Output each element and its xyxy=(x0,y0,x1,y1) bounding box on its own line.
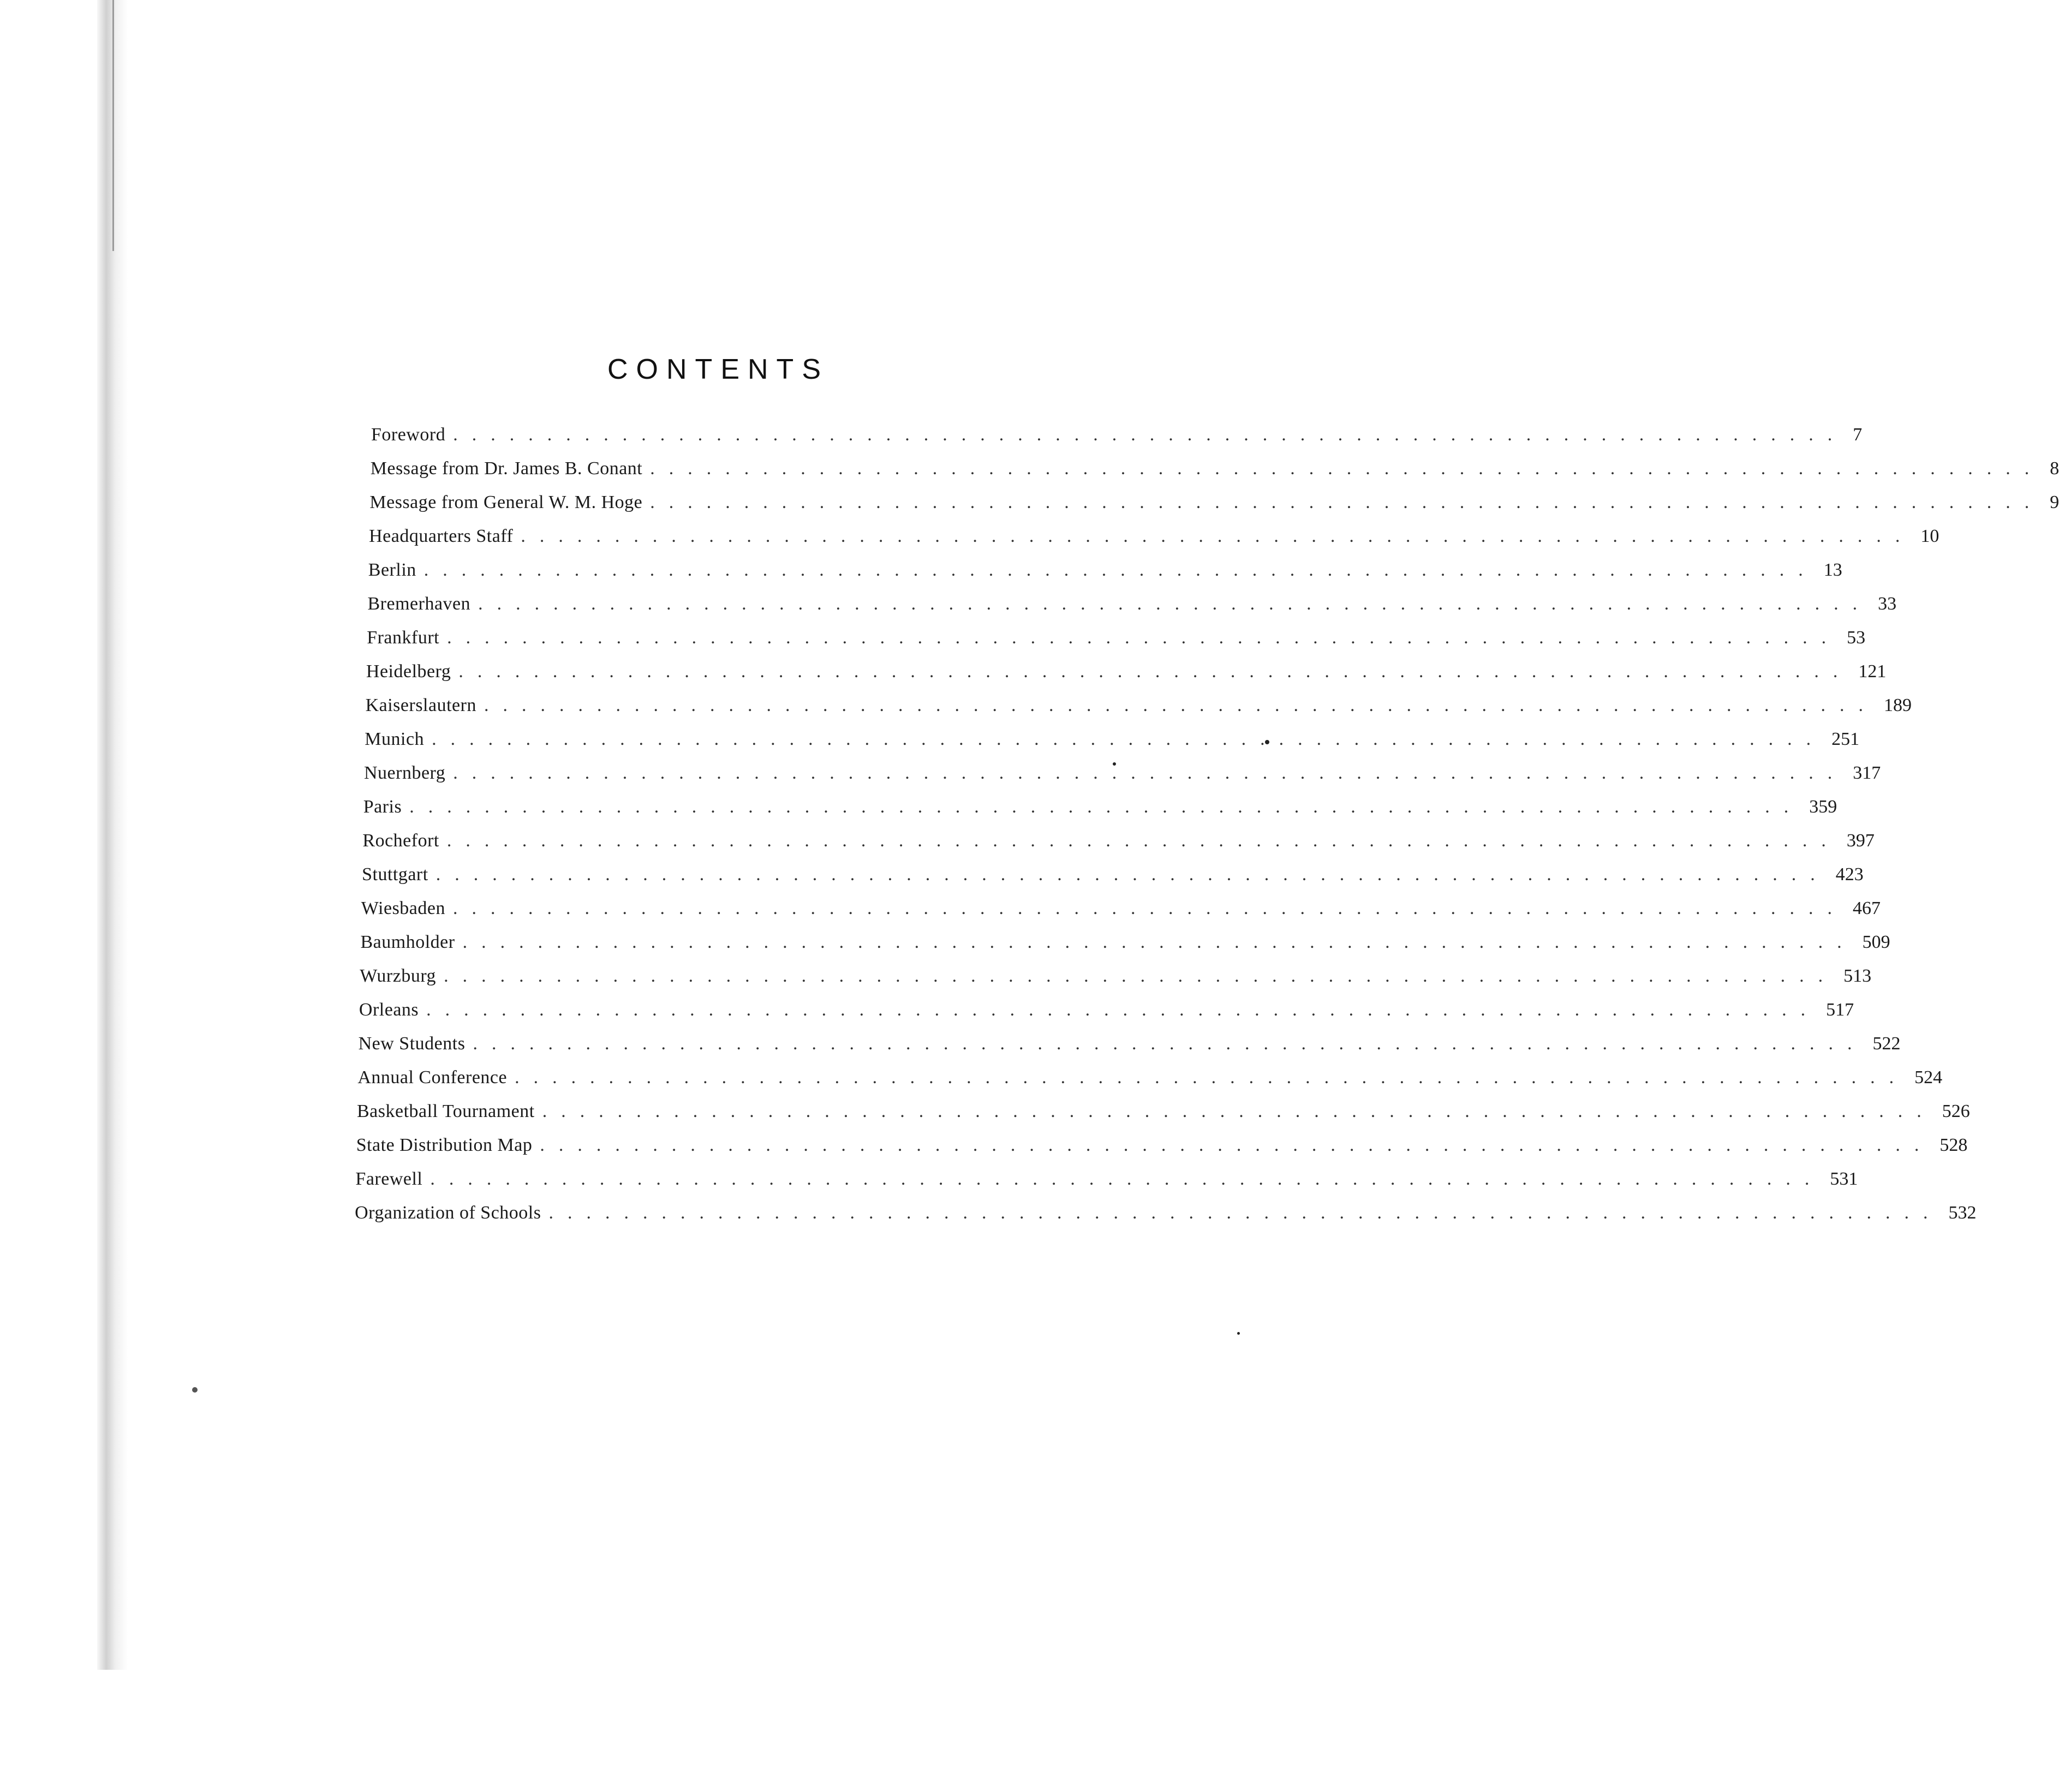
dot-leader: .......................................................................... xyxy=(435,864,1829,885)
contents-entry xyxy=(362,858,1864,892)
contents-entry xyxy=(359,993,1854,1027)
dot-leader: .......................................................................... xyxy=(430,1169,1824,1189)
dot-leader: .......................................................................... xyxy=(650,458,2044,479)
contents-entry-label: Bremerhaven xyxy=(367,594,471,614)
contents-entry-page-number: 524 xyxy=(1914,1067,1943,1088)
contents-entry-page-number: 531 xyxy=(1830,1169,1858,1189)
contents-entry-page-number: 10 xyxy=(1920,526,1939,546)
contents-entry-page-number: 317 xyxy=(1853,763,1881,783)
contents-entry-label: Nuernberg xyxy=(364,763,446,783)
dot-leader: .......................................................................... xyxy=(473,1034,1866,1054)
contents-entry-label: Wurzburg xyxy=(360,966,437,986)
contents-entry xyxy=(360,959,1872,993)
contents-entry xyxy=(371,418,1863,452)
contents-entry xyxy=(355,1196,1977,1230)
dot-leader: .......................................................................... xyxy=(548,1203,1942,1223)
dot-leader: .......................................................................... xyxy=(521,526,1914,546)
contents-entry-label: New Students xyxy=(358,1034,465,1054)
contents-entry-page-number: 121 xyxy=(1858,661,1887,682)
contents-entry-page-number: 517 xyxy=(1826,1000,1854,1020)
contents-entry-page-number: 9 xyxy=(2050,492,2059,512)
contents-entry xyxy=(369,486,2059,519)
contents-entry-label: Orleans xyxy=(359,1000,419,1020)
contents-entry-page-number: 8 xyxy=(2050,458,2059,479)
contents-entry xyxy=(357,1061,1943,1095)
dot-leader: .......................................................................... xyxy=(409,797,1803,817)
contents-entry xyxy=(367,587,1897,621)
contents-entry xyxy=(357,1095,1970,1128)
dot-leader: .......................................................................... xyxy=(515,1067,1908,1088)
contents-entry-label: Stuttgart xyxy=(362,864,428,885)
contents-entry-page-number: 397 xyxy=(1846,831,1875,851)
contents-entry-label: Headquarters Staff xyxy=(369,526,514,546)
contents-entry-label: Kaiserslautern xyxy=(365,695,476,715)
dot-leader: .......................................................................... xyxy=(432,729,1825,749)
contents-entry xyxy=(360,925,1890,959)
dot-leader: .......................................................................... xyxy=(447,628,1841,648)
contents-entry-page-number: 513 xyxy=(1843,966,1872,986)
contents-entry-label: Munich xyxy=(365,729,425,749)
dot-leader: .......................................................................... xyxy=(484,695,1877,715)
dot-leader: .......................................................................... xyxy=(452,898,1846,918)
contents-entry xyxy=(364,756,1881,790)
page-binding-line xyxy=(112,0,114,251)
contents-entry xyxy=(361,892,1881,925)
contents-entry-page-number: 528 xyxy=(1939,1135,1968,1155)
contents-entry xyxy=(365,722,1860,756)
contents-entry-page-number: 33 xyxy=(1878,594,1897,614)
dot-leader: .......................................................................... xyxy=(453,763,1847,783)
contents-entry-page-number: 13 xyxy=(1823,560,1842,580)
contents-entry xyxy=(363,790,1837,824)
contents-entry-page-number: 467 xyxy=(1852,898,1881,918)
contents-entry-label: Berlin xyxy=(368,560,416,580)
contents-entry-label: Message from Dr. James B. Conant xyxy=(370,458,643,479)
contents-entry-page-number: 359 xyxy=(1809,797,1837,817)
contents-entry xyxy=(369,519,1939,553)
dot-leader: .......................................................................... xyxy=(444,966,1837,986)
dot-leader: .......................................................................... xyxy=(650,492,2044,512)
contents-list xyxy=(355,418,2059,1230)
contents-entry xyxy=(370,452,2059,486)
contents-entry-label: Farewell xyxy=(355,1169,423,1189)
dot-leader: .......................................................................... xyxy=(446,831,1840,851)
contents-entry-label: Message from General W. M. Hoge xyxy=(369,492,643,512)
contents-entry-page-number: 526 xyxy=(1942,1101,1970,1121)
contents-entry-label: Foreword xyxy=(371,425,446,445)
dot-leader: .......................................................................... xyxy=(540,1135,1933,1155)
contents-entry-label: Rochefort xyxy=(362,831,439,851)
contents-entry-label: Annual Conference xyxy=(357,1067,508,1088)
dot-leader: .......................................................................... xyxy=(478,594,1872,614)
contents-entry xyxy=(367,621,1866,655)
contents-entry-label: Paris xyxy=(363,797,402,817)
contents-entry xyxy=(365,689,1912,722)
contents-entry-label: Heidelberg xyxy=(366,661,451,682)
contents-entry-label: Frankfurt xyxy=(367,628,440,648)
scan-speck xyxy=(1237,1332,1240,1335)
contents-entry-page-number: 522 xyxy=(1872,1034,1901,1054)
scan-speck xyxy=(192,1387,198,1393)
page-title: CONTENTS xyxy=(607,353,829,385)
contents-entry-page-number: 53 xyxy=(1847,628,1866,648)
contents-entry-page-number: 532 xyxy=(1948,1203,1977,1223)
contents-entry-page-number: 7 xyxy=(1853,425,1863,445)
contents-entry-label: Wiesbaden xyxy=(361,898,445,918)
contents-entry xyxy=(366,655,1887,689)
contents-entry-page-number: 423 xyxy=(1835,864,1864,885)
contents-entry-label: Organization of Schools xyxy=(355,1203,541,1223)
contents-entry-label: State Distribution Map xyxy=(356,1135,533,1155)
dot-leader: .......................................................................... xyxy=(423,560,1817,580)
contents-entry xyxy=(362,824,1875,858)
dot-leader: .......................................................................... xyxy=(453,425,1847,445)
contents-entry-label: Basketball Tournament xyxy=(357,1101,535,1121)
contents-entry-page-number: 509 xyxy=(1862,932,1890,952)
dot-leader: .......................................................................... xyxy=(426,1000,1820,1020)
contents-entry xyxy=(355,1162,1858,1196)
contents-entry-label: Baumholder xyxy=(360,932,455,952)
dot-leader: .......................................................................... xyxy=(542,1101,1936,1121)
contents-entry-page-number: 189 xyxy=(1883,695,1912,715)
dot-leader: .......................................................................... xyxy=(462,932,1856,952)
dot-leader: .......................................................................... xyxy=(458,661,1852,682)
contents-entry xyxy=(356,1128,1968,1162)
contents-entry-page-number: 251 xyxy=(1831,729,1860,749)
contents-entry xyxy=(368,553,1842,587)
contents-entry xyxy=(358,1027,1901,1061)
